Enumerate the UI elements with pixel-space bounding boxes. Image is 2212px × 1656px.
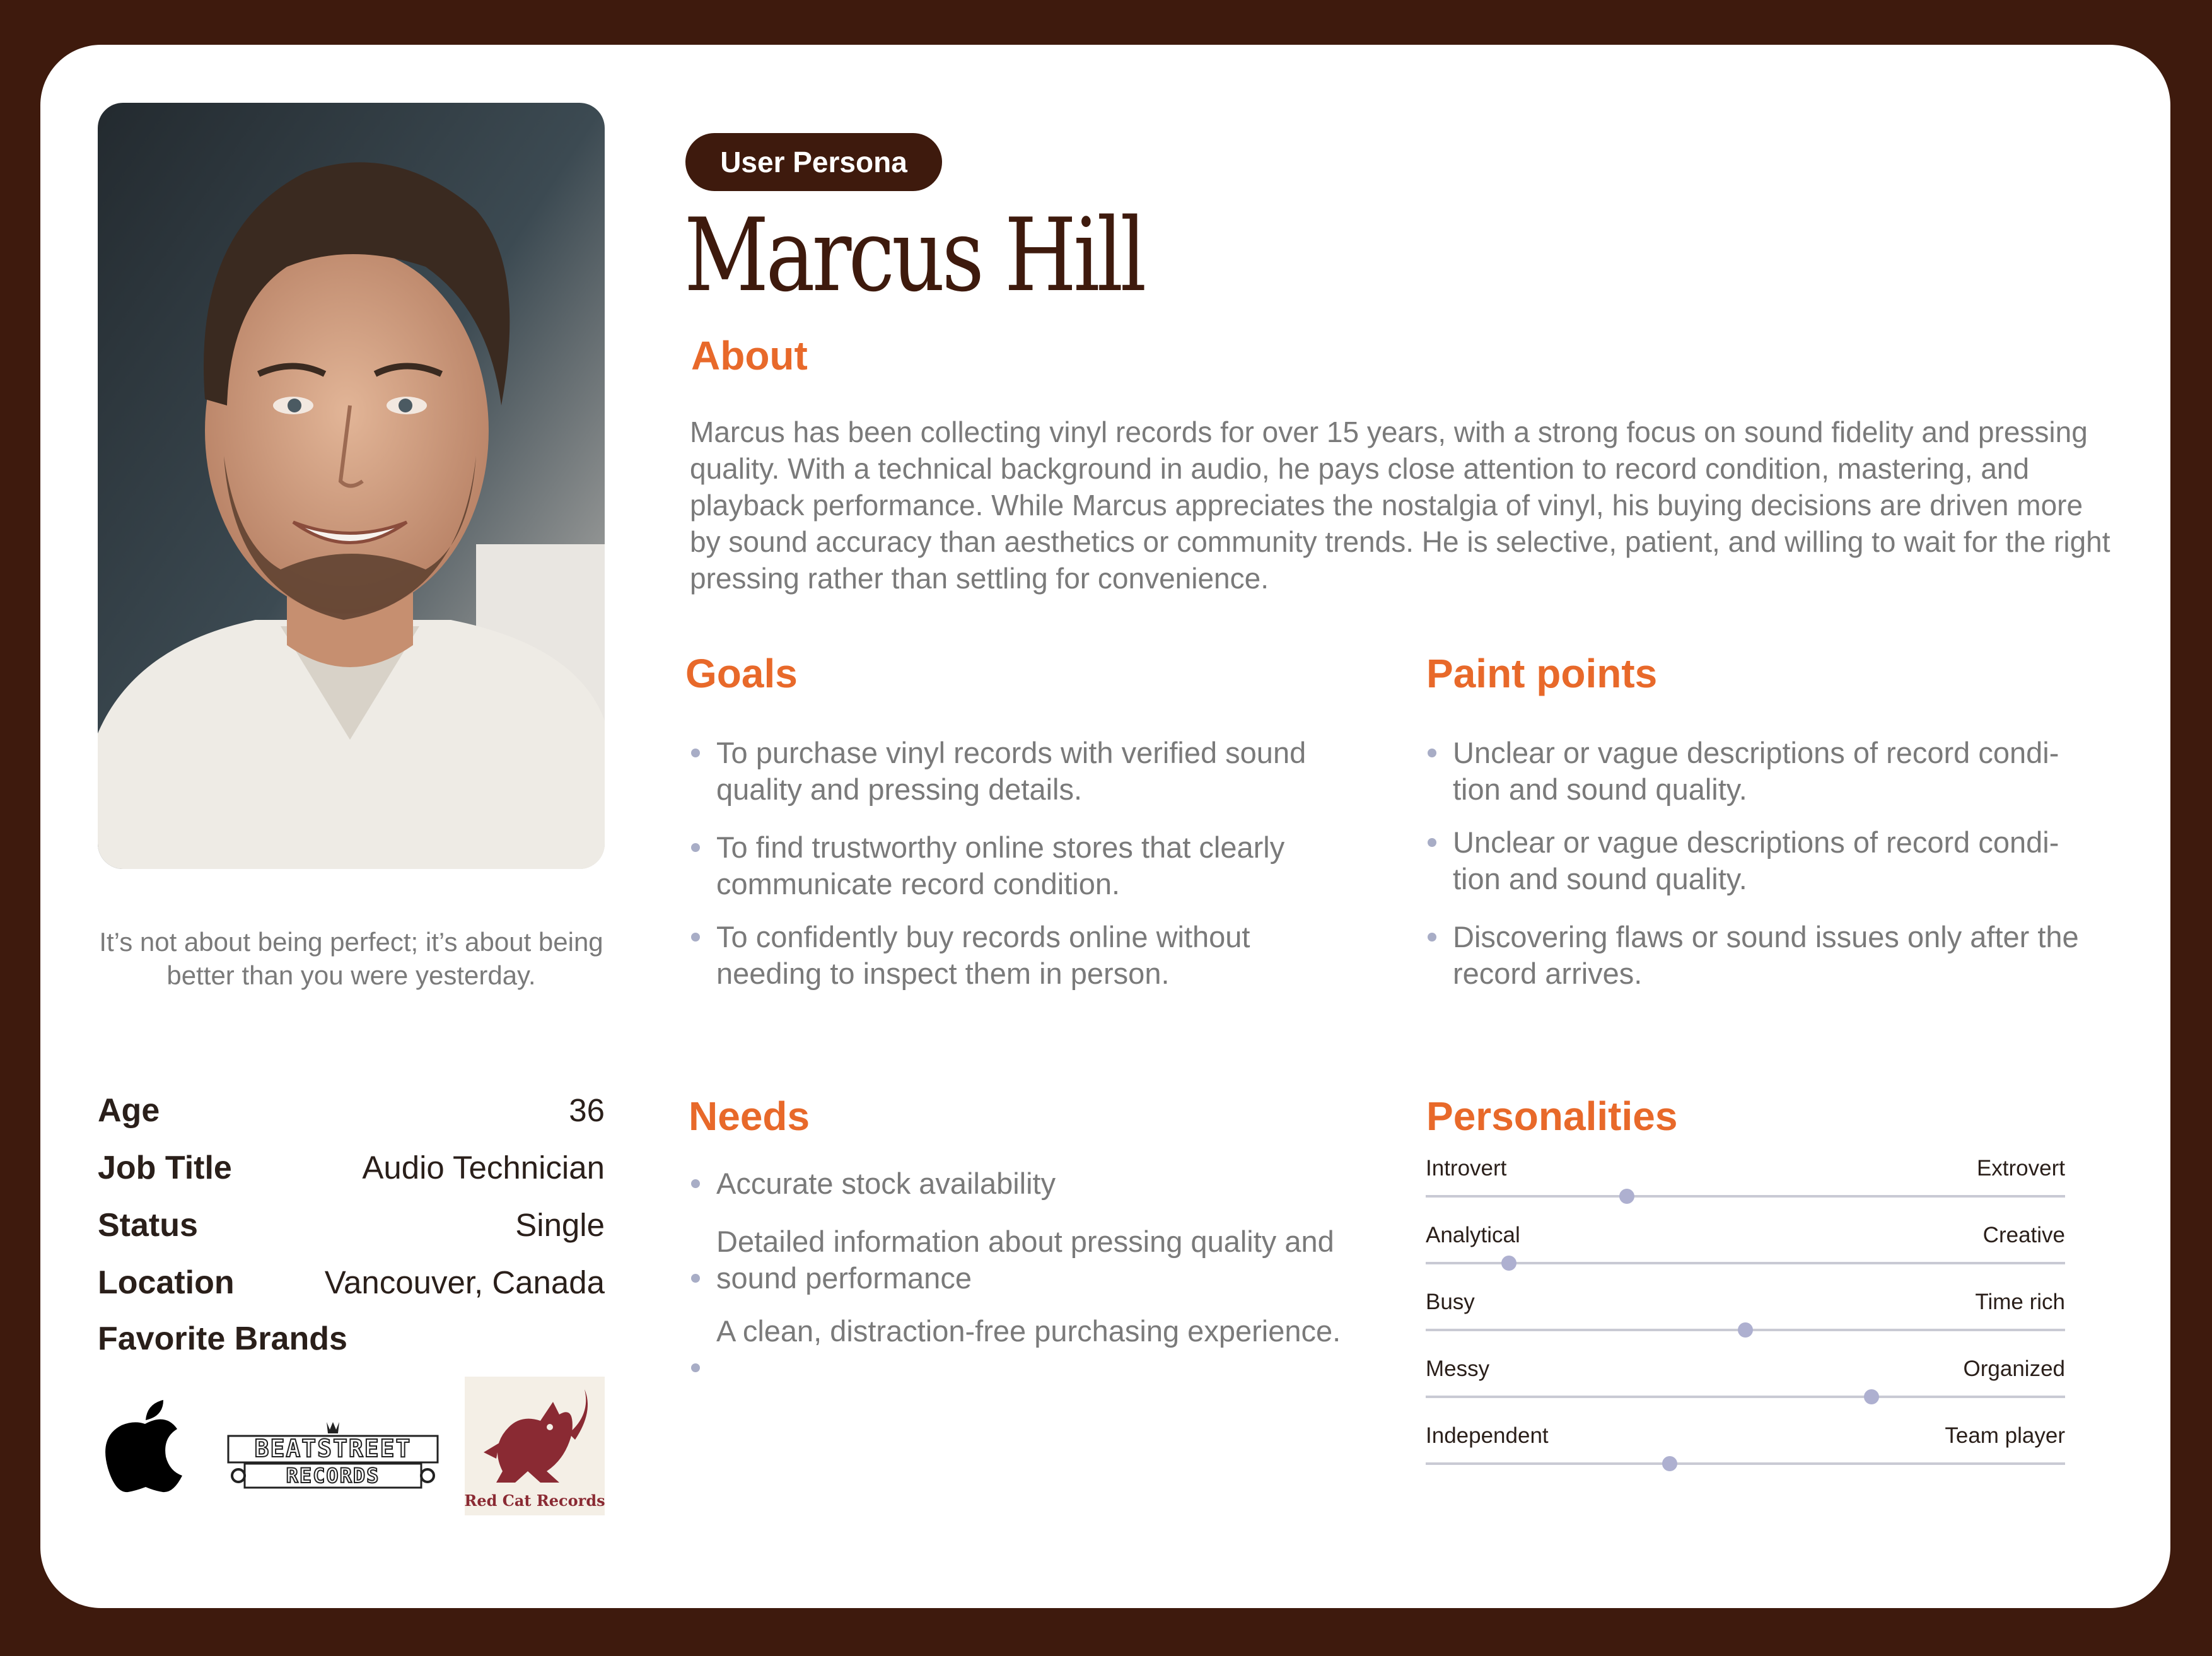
scale-left-label: Messy (1426, 1356, 1490, 1381)
scale-marker (1864, 1389, 1879, 1404)
info-row-age (98, 1092, 605, 1136)
goal-text: To confidently buy records online without needing to inspect them in person. (716, 920, 1250, 990)
scale-left-label: Independent (1426, 1423, 1549, 1448)
goal-text: To find trustworthy online stores that clearly communicate record condition. (716, 831, 1285, 901)
scale-right-label: Creative (1982, 1223, 2065, 1247)
list-item (689, 1223, 1344, 1297)
bullet-icon (691, 1363, 700, 1372)
need-text: A clean, distraction-free purchasing experience. (716, 1314, 1341, 1348)
info-value: Vancouver, Canada (324, 1264, 605, 1300)
goals-list (689, 735, 1344, 992)
list-item (1425, 735, 2106, 808)
persona-quote: It’s not about being perfect; it’s about being better than you were yesterday. (99, 927, 603, 990)
need-text: Accurate stock availability (716, 1167, 1056, 1200)
personality-scale-messy-organized (1426, 1356, 2065, 1392)
personalities-title: Personalities (1426, 1093, 1678, 1139)
info-row-status (98, 1206, 605, 1251)
info-value: Audio Technician (362, 1150, 605, 1186)
bullet-icon (1428, 749, 1436, 757)
bullet-icon (691, 1179, 700, 1188)
bullet-icon (691, 1274, 700, 1283)
scale-right-label: Time rich (1975, 1290, 2065, 1314)
list-item (1425, 919, 2106, 992)
scale-track (1426, 1262, 2065, 1264)
scale-right-label: Team player (1945, 1423, 2065, 1448)
scale-track (1426, 1195, 2065, 1198)
needs-list (689, 1165, 1344, 1350)
info-label: Job Title (98, 1150, 232, 1186)
bullet-icon (691, 749, 700, 757)
list-item (689, 1165, 1344, 1202)
svg-text:BEATSTREET: BEATSTREET (254, 1435, 412, 1462)
favorite-brands-label: Favorite Brands (98, 1321, 347, 1357)
goals-title: Goals (685, 651, 798, 696)
persona-name: Marcus Hill (684, 196, 1144, 314)
personality-scale-introvert-extrovert (1426, 1156, 2065, 1191)
personality-scale-independent-team-player (1426, 1423, 2065, 1459)
scale-marker (1738, 1322, 1753, 1338)
pain-point-text: Unclear or vague descriptions of record condi-tion and sound quality. (1453, 736, 2059, 806)
apple-logo (103, 1399, 187, 1493)
scale-left-label: Analytical (1426, 1223, 1520, 1247)
persona-photo (98, 103, 605, 869)
bullet-icon (1428, 933, 1436, 942)
info-label: Location (98, 1264, 235, 1301)
info-value: Single (515, 1207, 605, 1243)
about-text: Marcus has been collecting vinyl records for over 15 years, with a strong focus on sound fidelity and pressing quality. With a technical background in audio, he pays close attention to record condition, mastering, and playback performance. While Marcus appreciates the nostalgia of vinyl, his buying decisions are driven more by sound accuracy than aesthetics or community trends. He is selective, patient, and willing to wait for the right pressing rather than settling for convenience. (690, 416, 2110, 595)
pain-point-text: Unclear or vague descriptions of record condi-tion and sound quality. (1453, 825, 2059, 895)
user-persona-badge: User Persona (685, 133, 942, 191)
need-text: Detailed information about pressing quality and sound performance (716, 1225, 1334, 1295)
personality-scale-busy-time-rich (1426, 1290, 2065, 1325)
list-item (689, 735, 1344, 808)
scale-right-label: Organized (1963, 1356, 2065, 1381)
info-row-location (98, 1264, 605, 1308)
info-label: Age (98, 1092, 160, 1129)
list-item (689, 1313, 1344, 1350)
svg-text:RECORDS: RECORDS (286, 1464, 380, 1488)
needs-title: Needs (689, 1093, 810, 1139)
bullet-icon (691, 843, 700, 852)
scale-track (1426, 1462, 2065, 1465)
svg-text:Red Cat Records: Red Cat Records (465, 1491, 605, 1510)
pain-point-text: Discovering flaws or sound issues only after the record arrives. (1453, 920, 2079, 990)
list-item (689, 829, 1344, 902)
list-item (689, 919, 1344, 992)
info-label: Status (98, 1207, 198, 1244)
scale-track (1426, 1396, 2065, 1398)
bullet-icon (1428, 838, 1436, 847)
scale-right-label: Extrovert (1976, 1156, 2065, 1181)
pain-points-title: Paint points (1426, 651, 1658, 696)
beatstreet-records-logo (226, 1421, 440, 1490)
bullet-icon (691, 933, 700, 942)
personality-scale-analytical-creative (1426, 1223, 2065, 1258)
scale-left-label: Busy (1426, 1290, 1475, 1314)
info-row-job-title (98, 1149, 605, 1193)
list-item (1425, 824, 2106, 897)
scale-left-label: Introvert (1426, 1156, 1507, 1181)
goal-text: To purchase vinyl records with verified sound quality and pressing details. (716, 736, 1307, 806)
info-value: 36 (569, 1092, 605, 1128)
pain-points-list (1425, 735, 2106, 992)
about-title: About (691, 333, 808, 378)
scale-marker (1501, 1256, 1516, 1271)
red-cat-records-logo (465, 1377, 605, 1515)
